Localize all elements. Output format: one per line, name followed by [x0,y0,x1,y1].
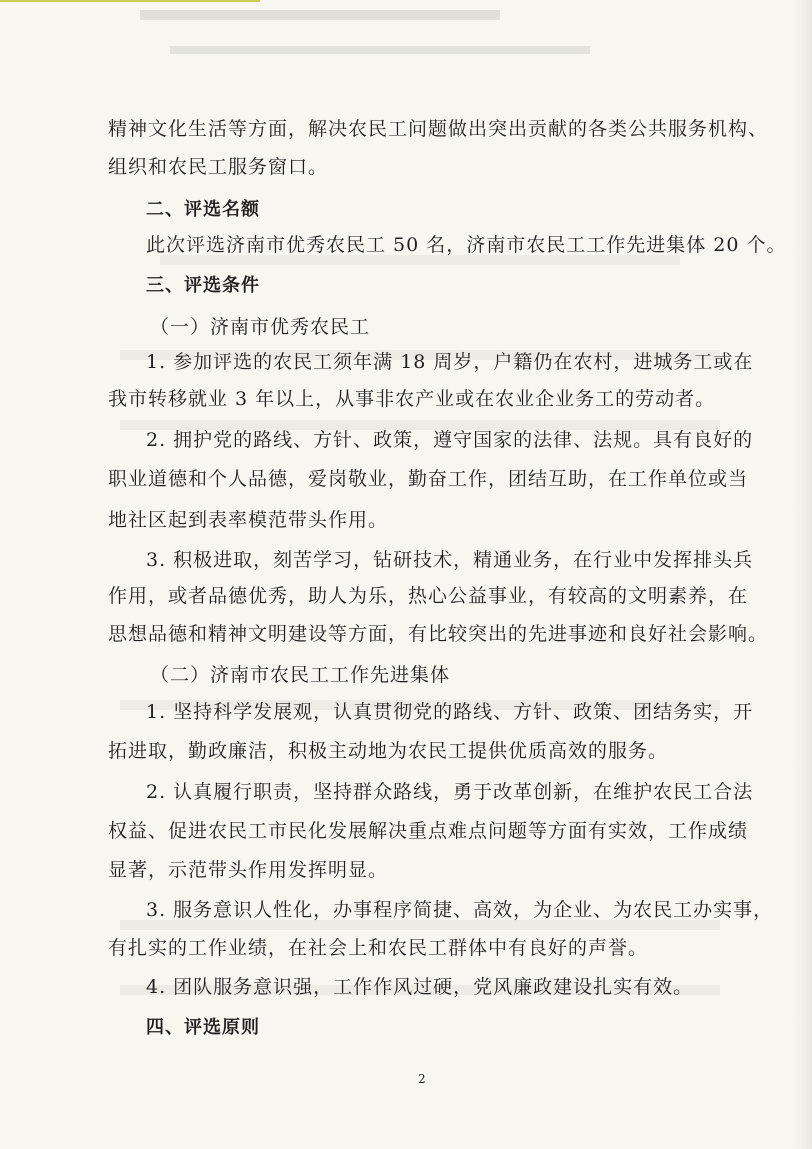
bleed-through-mark [170,46,590,54]
body-line: 2. 拥护党的路线、方针、政策，遵守国家的法律、法规。具有良好的 [146,429,754,451]
section-heading: 三、评选条件 [146,275,260,296]
body-line: 职业道德和个人品德，爱岗敬业，勤奋工作，团结互助，在工作单位或当 [108,468,749,490]
body-line: 作用，或者品德优秀，助人为乐，热心公益事业，有较高的文明素养，在 [108,585,749,607]
section-heading: 四、评选原则 [146,1017,260,1038]
scan-edge-shadow [794,0,812,1149]
body-line: 组织和农民工服务窗口。 [108,156,329,178]
body-line: 1. 坚持科学发展观，认真贯彻党的路线、方针、政策、团结务实，开 [146,701,754,723]
section-heading: 二、评选名额 [146,199,260,220]
body-line: 此次评选济南市优秀农民工 50 名，济南市农民工工作先进集体 20 个。 [146,234,787,256]
body-line: 3. 积极进取，刻苦学习，钻研技术，精通业务，在行业中发挥排头兵 [146,549,754,571]
body-line: 拓进取，勤政廉洁，积极主动地为农民工提供优质高效的服务。 [108,740,669,762]
body-line: 4. 团队服务意识强，工作作风过硬，党风廉政建设扎实有效。 [146,976,694,998]
body-line: 思想品德和精神文明建设等方面，有比较突出的先进事迹和良好社会影响。 [108,623,769,645]
subsection-heading: （二）济南市农民工工作先进集体 [150,664,451,686]
body-line: 精神文化生活等方面，解决农民工问题做出突出贡献的各类公共服务机构、 [108,118,769,140]
body-line: 2. 认真履行职责，坚持群众路线，勇于改革创新，在维护农民工合法 [146,781,754,803]
page-number: 2 [418,1072,426,1086]
body-line: 我市转移就业 3 年以上，从事非农产业或在农业企业务工的劳动者。 [108,388,716,410]
subsection-heading: （一）济南市优秀农民工 [150,316,371,338]
body-line: 显著，示范带头作用发挥明显。 [108,859,389,881]
body-line: 3. 服务意识人性化，办事程序简捷、高效，为企业、为农民工办实事， [146,899,774,921]
body-line: 地社区起到表率模范带头作用。 [108,509,389,531]
body-line: 有扎实的工作业绩，在社会上和农民工群体中有良好的声誉。 [108,937,649,959]
bleed-through-mark [140,10,500,20]
scan-top-line [0,0,260,2]
body-line: 权益、促进农民工市民化发展解决重点难点问题等方面有实效，工作成绩 [108,820,749,842]
body-line: 1. 参加评选的农民工须年满 18 周岁，户籍仍在农村，进城务工或在 [146,351,754,373]
